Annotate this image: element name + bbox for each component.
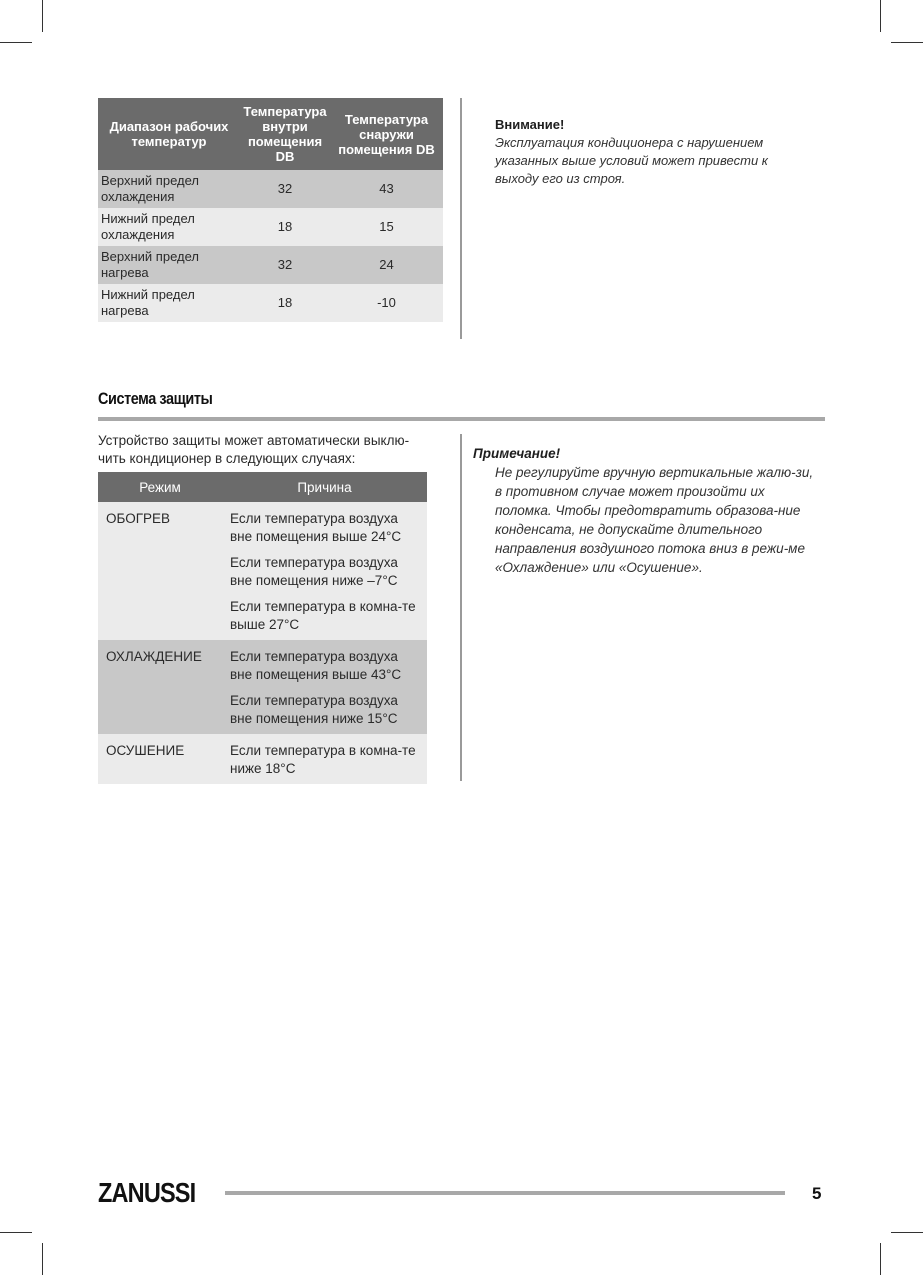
warning-text: Эксплуатация кондиционера с нарушением указанных выше условий может привести к выходу его из строя. <box>495 135 768 186</box>
table-row <box>98 170 443 208</box>
crop-mark <box>880 1243 881 1275</box>
mode-label: ОБОГРЕВ <box>98 502 222 640</box>
note-text: Не регулируйте вручную вертикальные жалю-зи, в противном случае может произойти их поломка. Чтобы предотвратить образова-ние конденсата, не допускайте длительного направления воздушного потока вниз в режи-ме «Охлаждение» или «Осушение». <box>495 465 814 575</box>
column-header: Режим <box>98 472 222 502</box>
section-title: Система защиты <box>98 389 213 408</box>
row-label: Верхний предел нагрева <box>98 246 240 284</box>
reason-text: Если температура в комна-те выше 27°C <box>222 594 427 640</box>
crop-mark <box>42 1243 43 1275</box>
table-header-row <box>98 472 427 502</box>
table-row <box>98 284 443 322</box>
crop-mark <box>0 1232 32 1233</box>
outside-temperature: 43 <box>330 170 443 208</box>
inside-temperature: 18 <box>240 284 330 322</box>
footer-divider <box>225 1191 785 1195</box>
crop-mark <box>880 0 881 32</box>
crop-mark <box>0 42 32 43</box>
brand-logo: ZANUSSI <box>98 1177 196 1208</box>
column-header: Температура внутри помещения DB <box>240 98 330 170</box>
section-divider <box>98 417 825 421</box>
table-row <box>98 246 443 284</box>
column-header: Температура снаружи помещения DB <box>330 98 443 170</box>
table-row <box>98 208 443 246</box>
mode-label: ОХЛАЖДЕНИЕ <box>98 640 222 734</box>
row-label: Нижний предел нагрева <box>98 284 240 322</box>
inside-temperature: 32 <box>240 246 330 284</box>
outside-temperature: 15 <box>330 208 443 246</box>
protection-table <box>98 472 427 784</box>
reason-text: Если температура воздуха вне помещения выше 24°C <box>222 502 427 550</box>
column-divider <box>460 98 462 339</box>
crop-mark <box>891 42 923 43</box>
crop-mark <box>891 1232 923 1233</box>
reason-text: Если температура воздуха вне помещения ниже –7°C <box>222 550 427 594</box>
section-intro: Устройство защиты может автоматически выклю-чить кондиционер в следующих случаях: <box>98 433 410 466</box>
inside-temperature: 32 <box>240 170 330 208</box>
warning-box <box>495 116 815 188</box>
column-header: Диапазон рабочих температур <box>98 98 240 170</box>
operating-temperature-table <box>98 98 443 322</box>
crop-mark <box>42 0 43 32</box>
note-box <box>473 444 823 577</box>
column-header: Причина <box>222 472 427 502</box>
row-label: Нижний предел охлаждения <box>98 208 240 246</box>
page-number: 5 <box>812 1184 822 1203</box>
reason-text: Если температура воздуха вне помещения ниже 15°C <box>222 688 427 734</box>
reason-text: Если температура в комна-те ниже 18°C <box>222 734 427 784</box>
column-divider <box>460 434 462 781</box>
outside-temperature: 24 <box>330 246 443 284</box>
table-row <box>98 502 427 550</box>
note-title: Примечание! <box>473 446 561 461</box>
inside-temperature: 18 <box>240 208 330 246</box>
mode-label: ОСУШЕНИЕ <box>98 734 222 784</box>
warning-title: Внимание! <box>495 117 565 132</box>
reason-text: Если температура воздуха вне помещения выше 43°C <box>222 640 427 688</box>
table-row <box>98 640 427 688</box>
row-label: Верхний предел охлаждения <box>98 170 240 208</box>
table-row <box>98 734 427 784</box>
outside-temperature: -10 <box>330 284 443 322</box>
table-header-row <box>98 98 443 170</box>
